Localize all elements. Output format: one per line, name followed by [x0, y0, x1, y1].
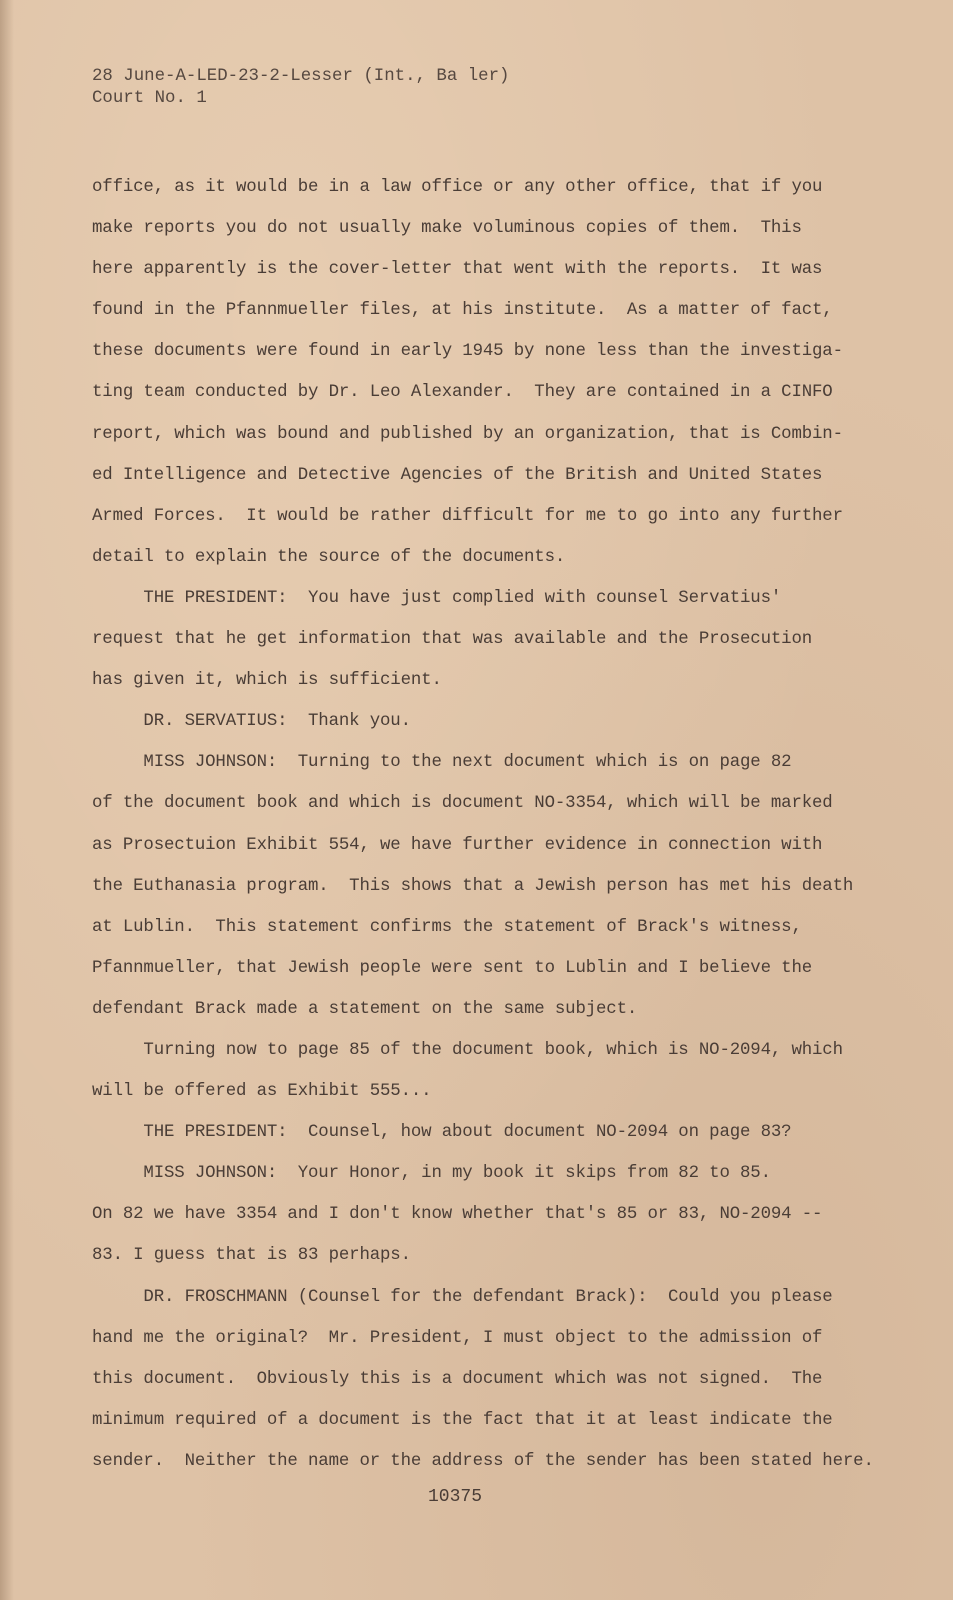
transcript-line: defendant Brack made a statement on the same subject. — [92, 999, 638, 1019]
transcript-line: report, which was bound and published by an organization, that is Combin- — [92, 424, 843, 444]
transcript-line: of the document book and which is document NO-3354, which will be marked — [92, 794, 833, 814]
page-number: 10375 — [428, 1487, 483, 1507]
transcript-line: sender. Neither the name or the address of the sender has been stated here. — [92, 1451, 874, 1471]
transcript-line: THE PRESIDENT: Counsel, how about document NO-2094 on page 83? — [92, 1123, 792, 1143]
transcript-line: as Prosectuion Exhibit 554, we have further evidence in connection with — [92, 835, 823, 855]
transcript-line: has given it, which is sufficient. — [92, 671, 442, 691]
transcript-line: ed Intelligence and Detective Agencies of the British and United States — [92, 465, 823, 485]
transcript-line: here apparently is the cover-letter that went with the reports. It was — [92, 260, 823, 280]
header-session-line: 28 June-A-LED-23-2-Lesser (Int., Ba ler) — [92, 67, 510, 86]
transcript-line: at Lublin. This statement confirms the statement of Brack's witness, — [92, 917, 802, 937]
transcript-line: this document. Obviously this is a document which was not signed. The — [92, 1369, 823, 1389]
header-court-line: Court No. 1 — [92, 89, 207, 108]
page-edge-shadow — [0, 0, 14, 1600]
transcript-line: 83. I guess that is 83 perhaps. — [92, 1246, 411, 1266]
transcript-line: make reports you do not usually make voluminous copies of them. This — [92, 219, 802, 239]
transcript-line: detail to explain the source of the documents. — [92, 547, 566, 567]
transcript-line: MISS JOHNSON: Turning to the next document which is on page 82 — [92, 753, 792, 773]
transcript-body — [92, 167, 892, 1482]
document-header — [92, 66, 509, 110]
transcript-line: found in the Pfannmueller files, at his institute. As a matter of fact, — [92, 301, 833, 321]
transcript-line: will be offered as Exhibit 555... — [92, 1082, 432, 1102]
transcript-line: DR. SERVATIUS: Thank you. — [92, 712, 411, 732]
transcript-line: DR. FROSCHMANN (Counsel for the defendant Brack): Could you please — [92, 1287, 833, 1307]
transcript-line: MISS JOHNSON: Your Honor, in my book it skips from 82 to 85. — [92, 1164, 771, 1184]
transcript-line: Pfannmueller, that Jewish people were sent to Lublin and I believe the — [92, 958, 813, 978]
transcript-line: hand me the original? Mr. President, I must object to the admission of — [92, 1328, 823, 1348]
transcript-line: minimum required of a document is the fact that it at least indicate the — [92, 1410, 833, 1430]
transcript-line: Armed Forces. It would be rather difficult for me to go into any further — [92, 506, 843, 526]
transcript-line: On 82 we have 3354 and I don't know whether that's 85 or 83, NO-2094 -- — [92, 1205, 823, 1225]
transcript-line: the Euthanasia program. This shows that a Jewish person has met his death — [92, 876, 854, 896]
transcript-line: request that he get information that was available and the Prosecution — [92, 630, 813, 650]
transcript-line: these documents were found in early 1945 by none less than the investiga- — [92, 342, 843, 362]
transcript-line: office, as it would be in a law office or any other office, that if you — [92, 178, 823, 197]
transcript-line: Turning now to page 85 of the document book, which is NO-2094, which — [92, 1040, 843, 1060]
transcript-line: THE PRESIDENT: You have just complied with counsel Servatius' — [92, 588, 782, 608]
transcript-line: ting team conducted by Dr. Leo Alexander. They are contained in a CINFO — [92, 383, 833, 403]
